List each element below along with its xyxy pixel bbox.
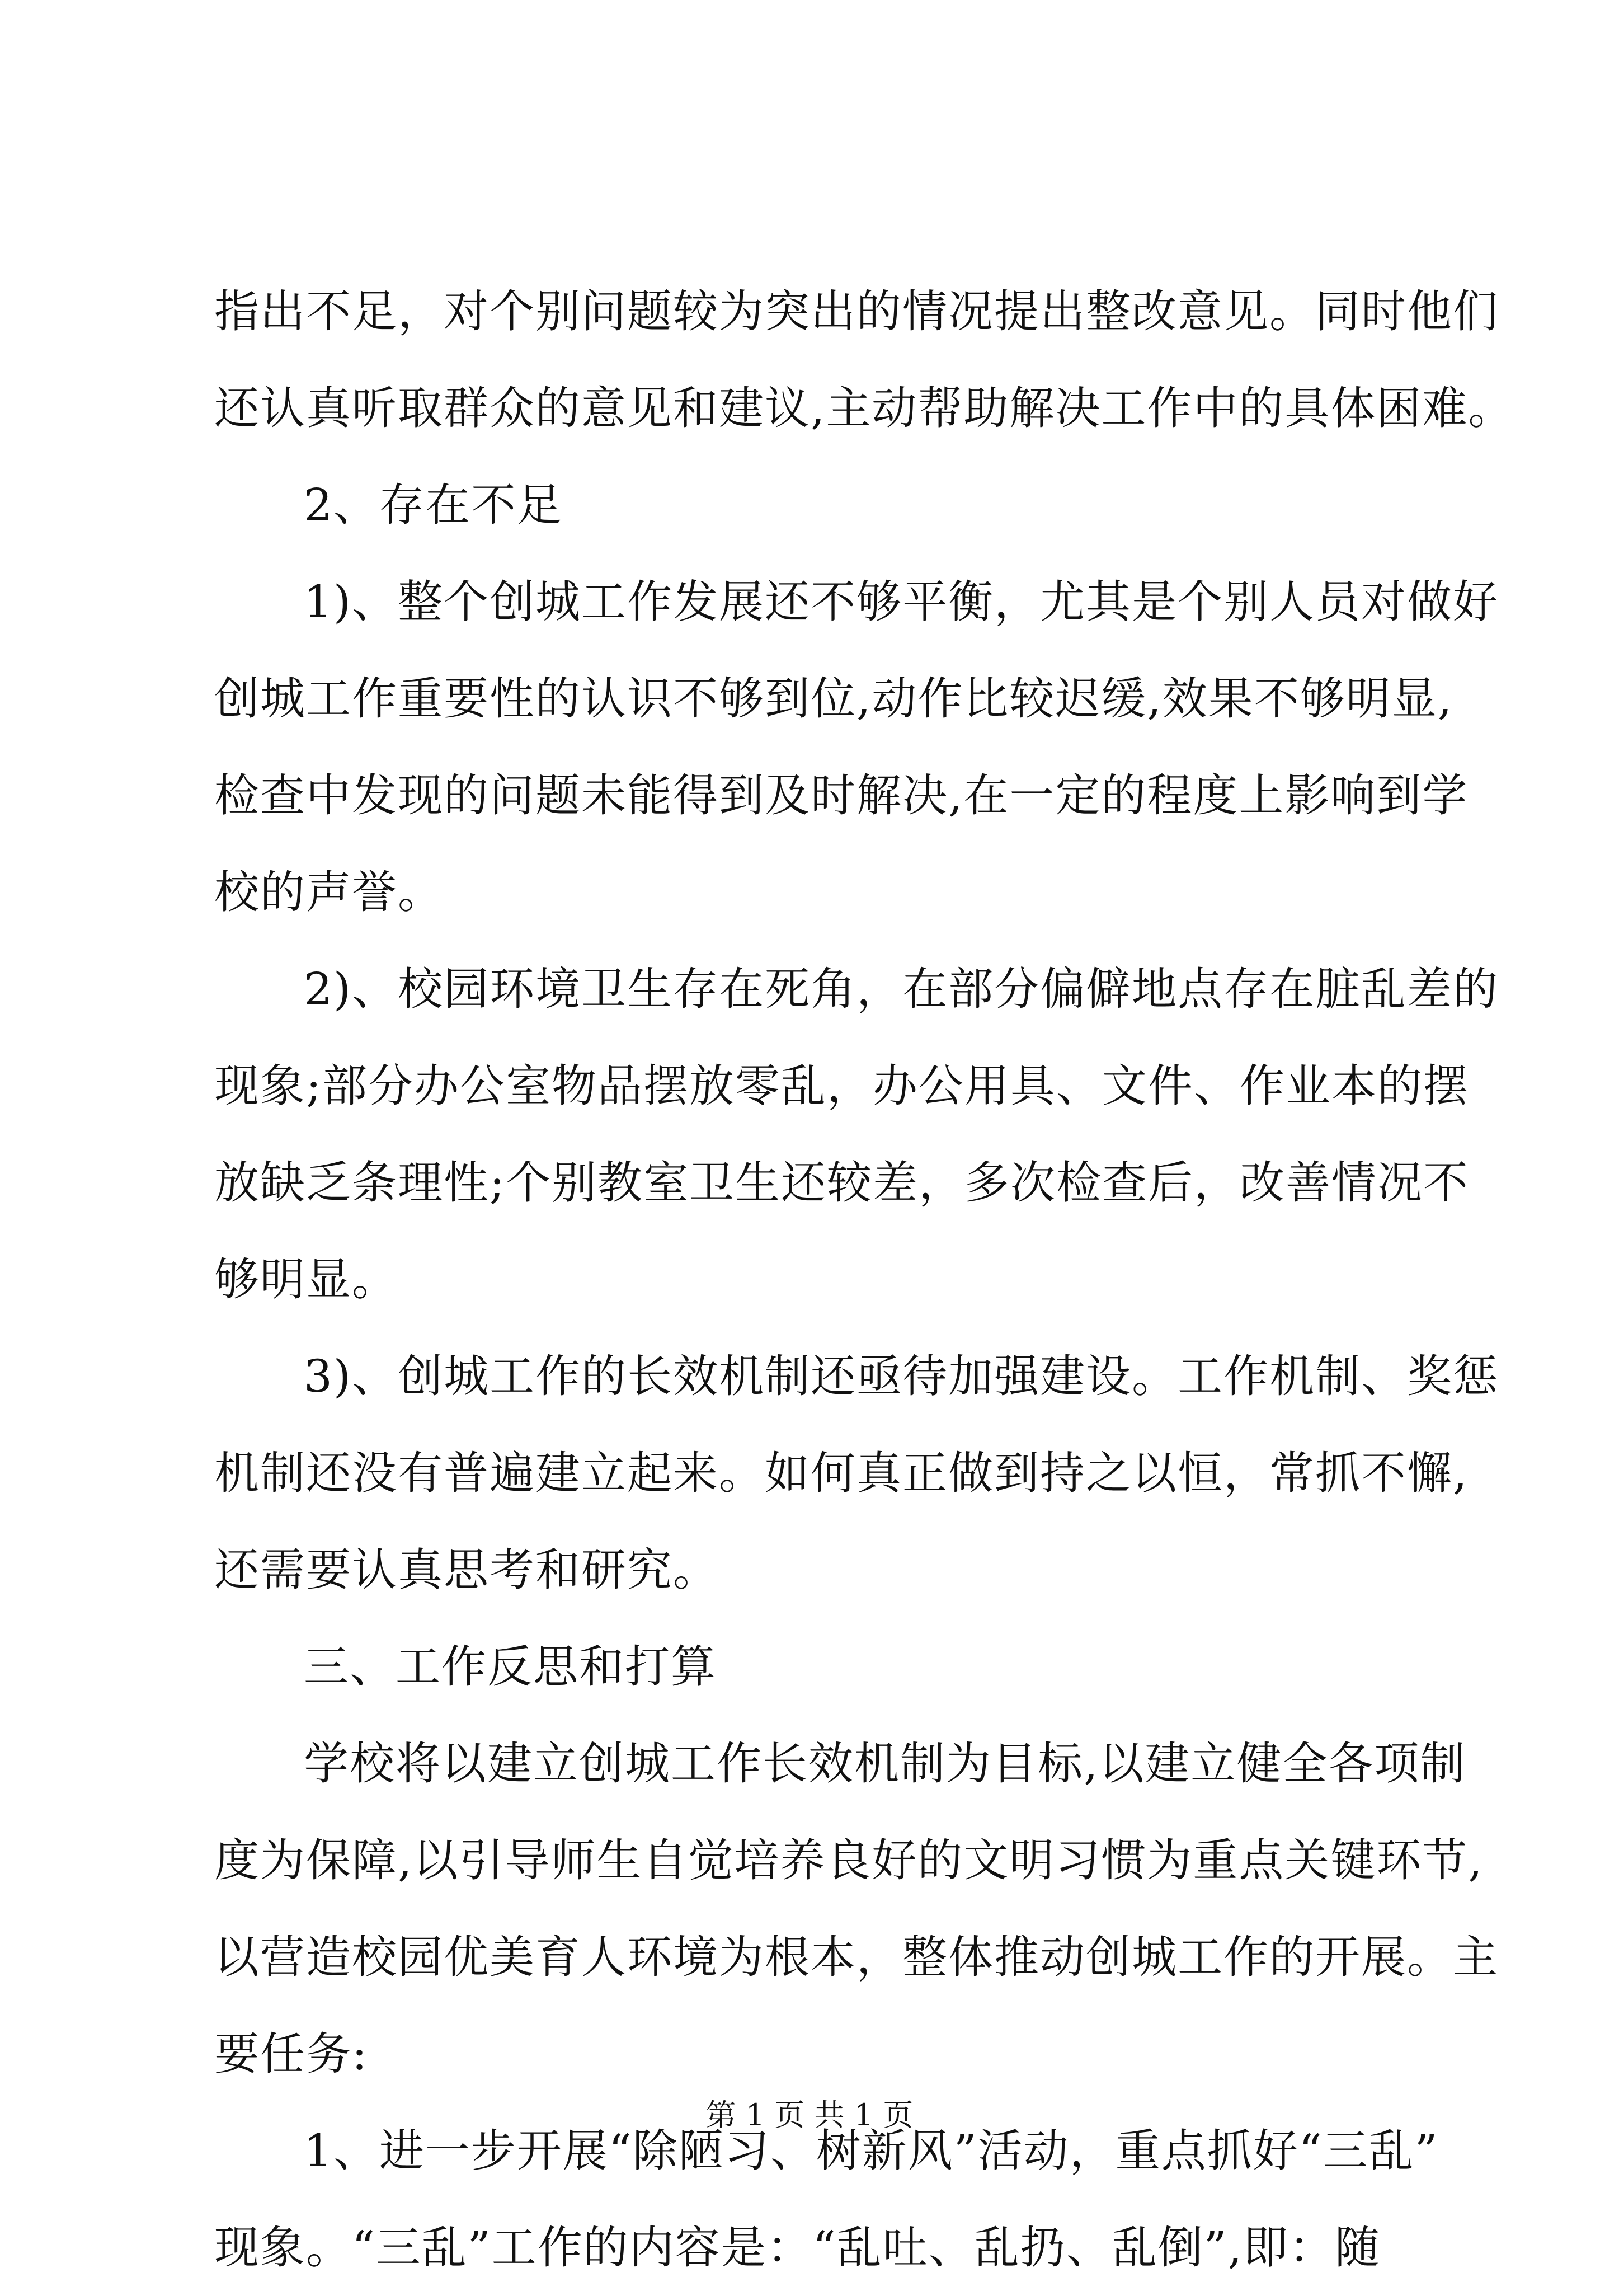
section-heading: 三、工作反思和打算	[304, 1641, 717, 1693]
text-line: 放缺乏条理性;个别教室卫生还较差，多次检查后，改善情况不	[214, 1157, 1469, 1209]
text-line: 够明显。	[214, 1253, 398, 1306]
text-line: 还认真听取群众的意见和建议,主动帮助解决工作中的具体困难。	[214, 382, 1514, 434]
text-line: 现象;部分办公室物品摆放零乱，办公用具、文件、作业本的摆	[214, 1060, 1469, 1112]
text-line: 现象。“三乱”工作的内容是：“乱吐、乱扔、乱倒”,即：随	[214, 2222, 1381, 2274]
text-line: 检查中发现的问题未能得到及时解决,在一定的程度上影响到学	[214, 769, 1469, 821]
text-line: 2)、校园环境卫生存在死角，在部分偏僻地点存在脏乱差的	[304, 963, 1499, 1015]
section-heading: 2、存在不足	[304, 479, 563, 531]
text-line: 度为保障,以引导师生自觉培养良好的文明习惯为重点关键环节,	[214, 1834, 1484, 1886]
body-text	[214, 263, 1514, 2296]
text-line: 校的声誉。	[214, 866, 444, 918]
text-line: 机制还没有普遍建立起来。如何真正做到持之以恒，常抓不懈,	[214, 1447, 1469, 1499]
page-footer: 第 1 页 共 1 页	[705, 2097, 914, 2133]
text-line: 以营造校园优美育人环境为根本，整体推动创城工作的开展。主	[214, 1931, 1499, 1983]
text-line: 学校将以建立创城工作长效机制为目标,以建立健全各项制	[304, 1738, 1466, 1790]
text-line: 1、进一步开展“除陋习、树新风”活动，重点抓好“三乱”	[304, 2125, 1439, 2177]
text-line: 3)、创城工作的长效机制还亟待加强建设。工作机制、奖惩	[304, 1350, 1499, 1402]
text-line: 还需要认真思考和研究。	[214, 1544, 719, 1596]
text-line: 指出不足，对个别问题较为突出的情况提出整改意见。同时他们	[214, 285, 1499, 337]
text-line: 1)、整个创城工作发展还不够平衡，尤其是个别人员对做好	[304, 576, 1499, 628]
text-line: 要任务:	[214, 2028, 368, 2080]
text-line: 创城工作重要性的认识不够到位,动作比较迟缓,效果不够明显,	[214, 673, 1453, 725]
